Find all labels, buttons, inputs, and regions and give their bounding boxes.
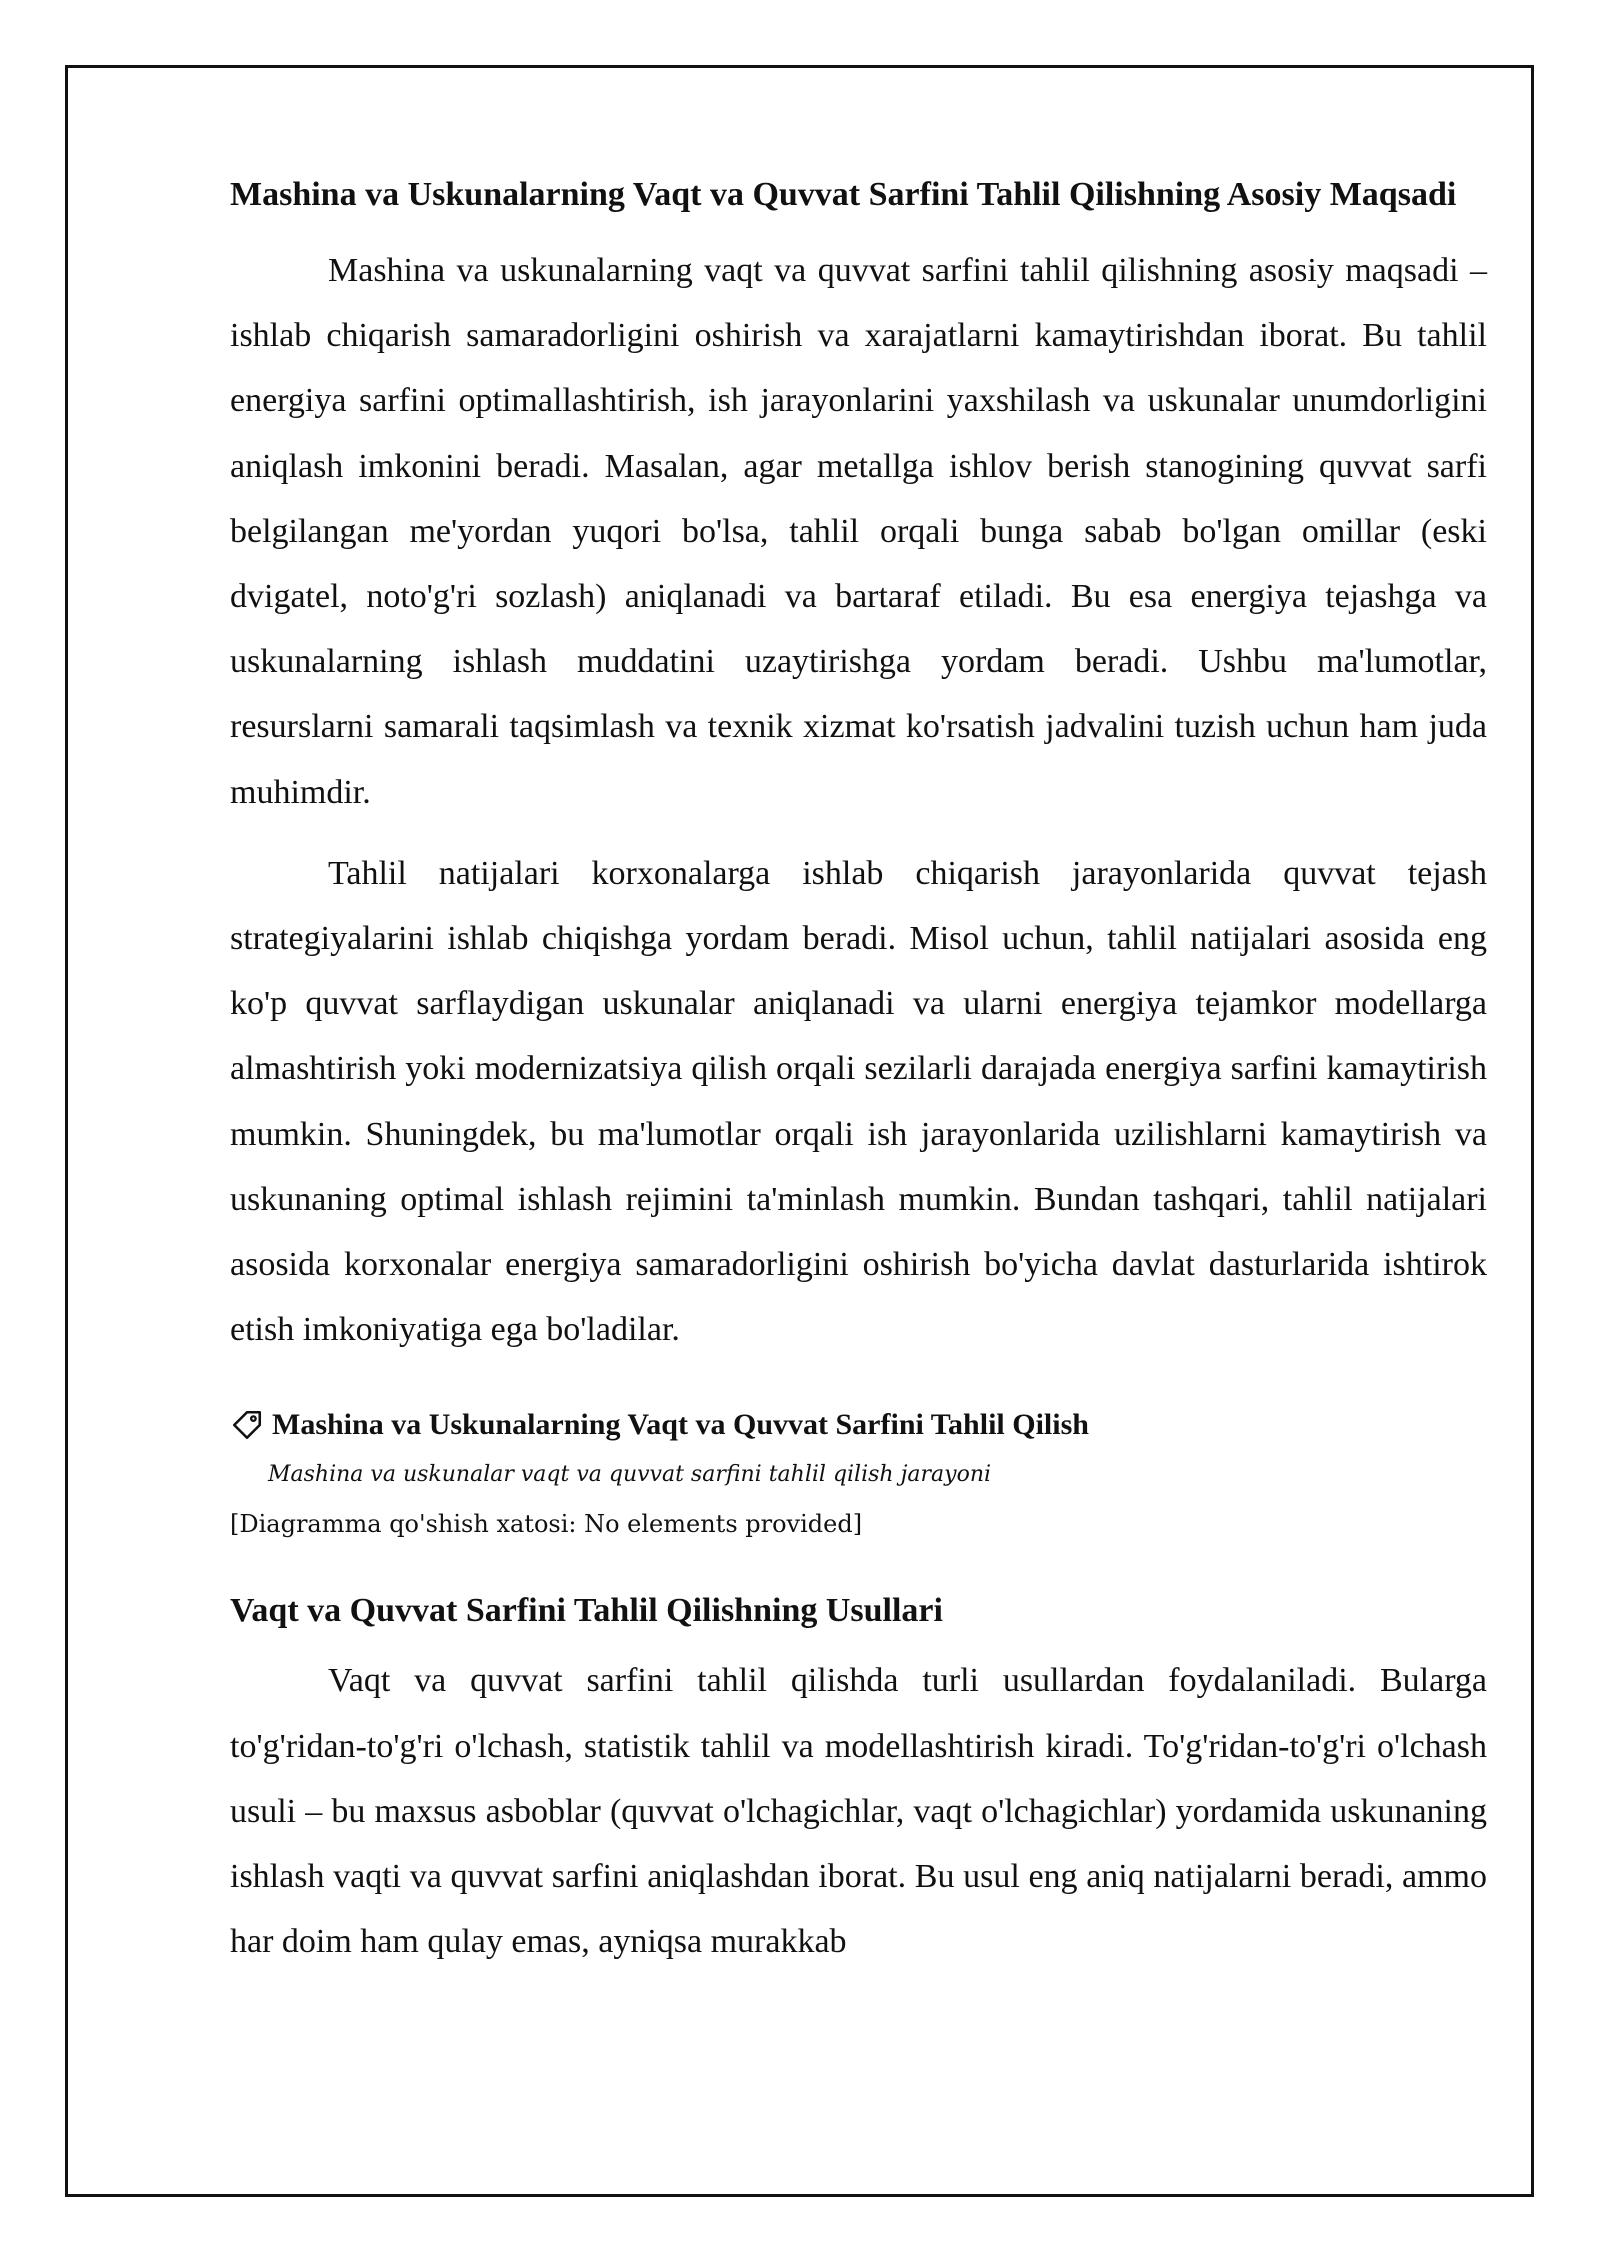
diagram-subtitle: Mashina va uskunalar vaqt va quvvat sarfini tahlil qilish jarayoni xyxy=(268,1462,992,1488)
document-body xyxy=(230,170,1487,1990)
section-heading-main-purpose: Mashina va Uskunalarning Vaqt va Quvvat Sarfini Tahlil Qilishning Asosiy Maqsadi xyxy=(230,176,1457,213)
diagram-title-row xyxy=(230,1402,1487,1448)
section-heading-methods: Vaqt va Quvvat Sarfini Tahlil Qilishning Usullari xyxy=(230,1592,943,1630)
diagram-title: Mashina va Uskunalarning Vaqt va Quvvat Sarfini Tahlil Qilish xyxy=(272,1408,1089,1442)
tag-icon xyxy=(230,1408,264,1442)
paragraph-purpose-2: Tahlil natijalari korxonalarga ishlab chiqarish jarayonlarida quvvat tejash strategiyalarini ishlab chiqishga yordam beradi. Misol uchun, tahlil natijalari asosida eng ko'p quvvat sarflaydigan uskunalar aniqlanadi va ularni energiya tejamkor modellarga almashtirish yoki modernizatsiya qilish orqali sezilarli darajada energiya sarfini kamaytirish mumkin. Shuningdek, bu ma'lumotlar orqali ish jarayonlarida uzilishlarni kamaytirish va uskunaning optimal ishlash rejimini ta'minlash mumkin. Bundan tashqari, tahlil natijalari asosida korxonalar energiya samaradorligini oshirish bo'yicha davlat dasturlarida ishtirok etish imkoniyatiga ega bo'ladilar. xyxy=(230,854,1487,1349)
diagram-error-message: [Diagramma qo'shish xatosi: No elements provided] xyxy=(230,1510,863,1539)
paragraph-methods-1: Vaqt va quvvat sarfini tahlil qilishda turli usullardan foydalaniladi. Bularga to'g'ridan-to'g'ri o'lchash, statistik tahlil va modellashtirish kiradi. To'g'ridan-to'g'ri o'lchash usuli – bu maxsus asboblar (quvvat o'lchagichlar, vaqt o'lchagichlar) yordamida uskunaning ishlash vaqti va quvvat sarfini aniqlashdan iborat. Bu usul eng aniq natijalarni beradi, ammo har doim ham qulay emas, ayniqsa murakkab xyxy=(230,1662,1487,1961)
paragraph-purpose-1: Mashina va uskunalarning vaqt va quvvat sarfini tahlil qilishning asosiy maqsadi – ishlab chiqarish samaradorligini oshirish va xarajatlarni kamaytirishdan iborat. Bu tahlil energiya sarfini optimallashtirish, ish jarayonlarini yaxshilash va uskunalar unumdorligini aniqlash imkonini beradi. Masalan, agar metallga ishlov berish stanogining quvvat sarfi belgilangan me'yordan yuqori bo'lsa, tahlil orqali bunga sabab bo'lgan omillar (eski dvigatel, noto'g'ri sozlash) aniqlanadi va bartaraf etiladi. Bu esa energiya tejashga va uskunalarning ishlash muddatini uzaytirishga yordam beradi. Ushbu ma'lumotlar, resurslarni samarali taqsimlash va texnik xizmat ko'rsatish jadvalini tuzish uchun ham juda muhimdir. xyxy=(230,252,1487,811)
diagram-placeholder xyxy=(230,1402,1487,1544)
